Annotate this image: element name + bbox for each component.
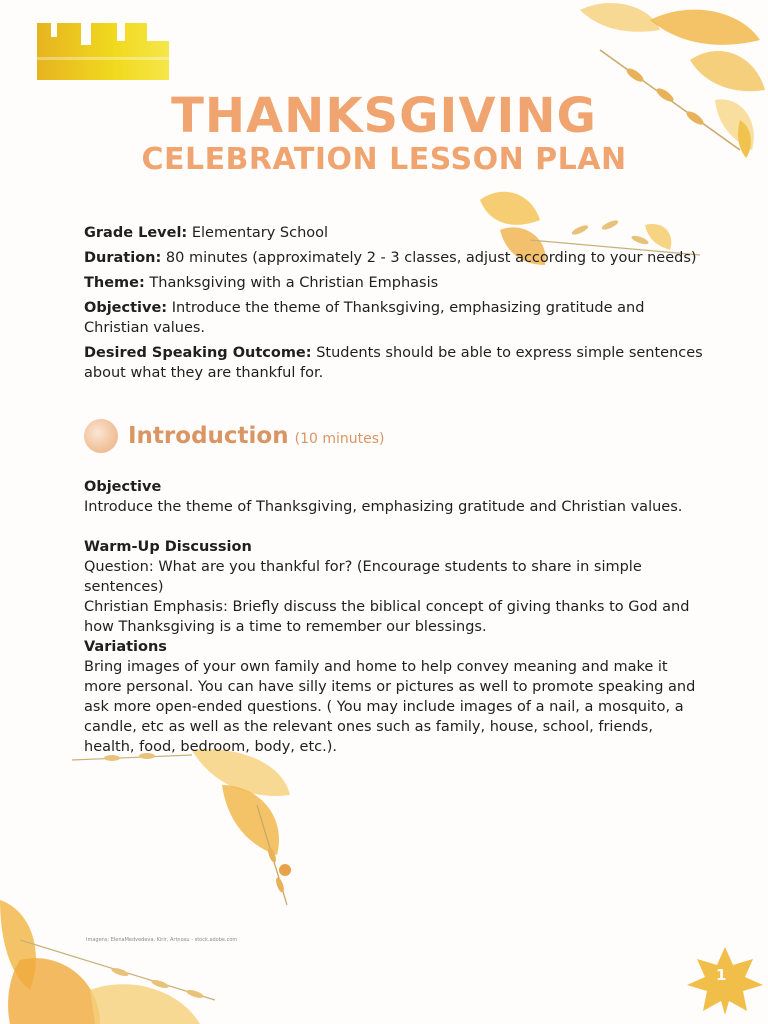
section-header-introduction: [84, 418, 384, 454]
page-title: THANKSGIVING: [171, 88, 597, 144]
pumpkin-icon: [84, 419, 118, 453]
meta-duration: [84, 248, 704, 268]
autumn-leaves-bottom-left: [0, 880, 230, 1024]
block-warm-up: [84, 537, 704, 637]
logo: [37, 23, 169, 80]
lesson-meta: [84, 223, 704, 383]
block-variations: [84, 637, 704, 757]
block-text: Bring images of your own family and home to help convey meaning and make it more personal. You can have silly items or pictures as well to promote speaking and ask more open-ended questions. ( You may include images of a nail, a mosquito, a candle, etc as well as the relevant ones such as family, house, school, friends, health, food, bedroom, body, etc.).: [84, 659, 696, 755]
block-heading: Objective: [84, 479, 162, 495]
meta-theme: [84, 273, 704, 293]
page-number: 1: [716, 966, 727, 984]
meta-value: Elementary School: [191, 225, 329, 241]
meta-label: Grade Level:: [84, 225, 188, 241]
block-text: Question: What are you thankful for? (Encourage students to share in simple sentences): [84, 559, 642, 595]
meta-label: Duration:: [84, 250, 162, 266]
meta-value: Students should be able to express simple sentences about what they are thankful for.: [84, 345, 703, 381]
block-heading: Variations: [84, 639, 167, 655]
meta-grade-level: [84, 223, 704, 243]
meta-value: Thanksgiving with a Christian Emphasis: [149, 275, 439, 291]
section-duration: (10 minutes): [294, 430, 385, 447]
block-text: Christian Emphasis: Briefly discuss the biblical concept of giving thanks to God and how Thanksgiving is a time to remember our blessings.: [84, 599, 690, 635]
meta-label: Objective:: [84, 300, 168, 316]
meta-value: Introduce the theme of Thanksgiving, emphasizing gratitude and Christian values.: [84, 300, 645, 336]
meta-speaking-outcome: [84, 343, 704, 383]
block-text: Introduce the theme of Thanksgiving, emphasizing gratitude and Christian values.: [84, 499, 683, 515]
section-title: Introduction: [128, 423, 289, 449]
meta-label: Desired Speaking Outcome:: [84, 345, 312, 361]
image-credit: Imagens: ElenaMedvedeva, Kirir, Artnoxu - stock.adobe.com: [86, 937, 238, 943]
block-objective: [84, 477, 704, 517]
meta-label: Theme:: [84, 275, 145, 291]
meta-value: 80 minutes (approximately 2 - 3 classes, adjust according to your needs): [165, 250, 697, 266]
block-heading: Warm-Up Discussion: [84, 539, 252, 555]
meta-objective: [84, 298, 704, 338]
page-subtitle: CELEBRATION LESSON PLAN: [141, 142, 627, 177]
